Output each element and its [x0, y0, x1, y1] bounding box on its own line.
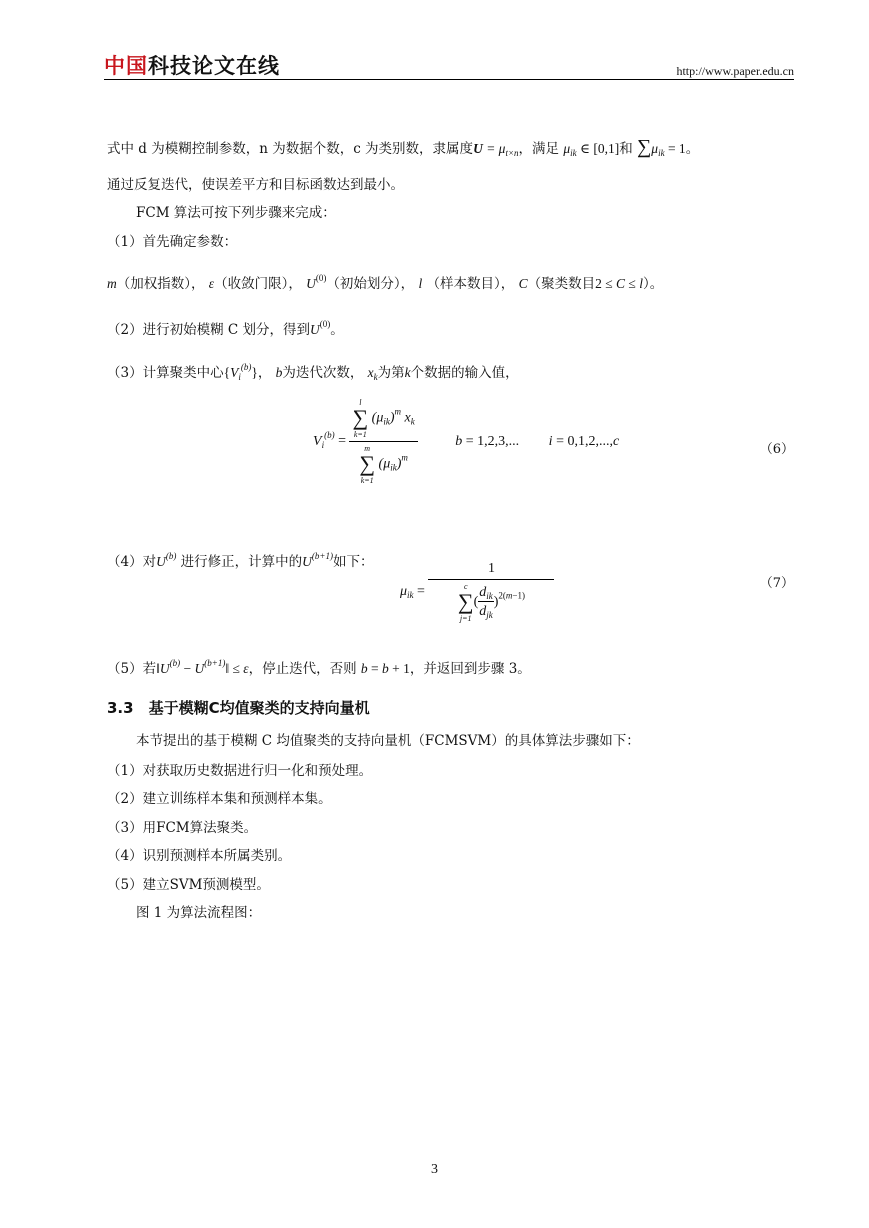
equation-7-number: （7） [759, 576, 794, 591]
algorithm-step: （2）建立训练样本集和预测样本集。 [107, 791, 332, 807]
algorithm-step: （1）对获取历史数据进行归一化和预处理。 [107, 763, 373, 779]
paragraph-membership: 式中 d 为模糊控制参数，n 为数据个数，c 为类别数，隶属度$U = \mu_{t\times n}$，满足 $\mu_{ik}$ ∈ [0,1]和 $\sum\mu_{ik} = 1$。 [107, 136, 700, 158]
header-rule [104, 79, 794, 80]
equation-6-number: （6） [759, 442, 794, 457]
paragraph-fcm-steps: FCM 算法可按下列步骤来完成： [136, 205, 336, 221]
algorithm-step: （4）识别预测样本所属类别。 [107, 848, 292, 864]
step-2: （2）进行初始模糊 C 划分，得到$U^{(0)}$。 [107, 319, 344, 338]
figure-reference: 图 1 为算法流程图： [136, 905, 262, 921]
algorithm-step: （3）用FCM算法聚类。 [107, 820, 258, 836]
step-1: （1）首先确定参数： [107, 234, 238, 250]
section-title: 3.3 基于模糊C均值聚类的支持向量机 [107, 699, 370, 717]
step-3: （3）计算聚类中心$\{V_i^{(b)}\}$， b为迭代次数， $x_k$为第k个数据的输入值， [107, 362, 519, 382]
equation-6: $V_i^{(b)}$ = l ∑ k=1 $(\mu_{ik})^m$ $x_k$ m ∑ k=1 $(\mu_{ik})^m$ b = 1,2,3,... i = 0,1,2,...,c [313, 398, 620, 485]
header-url: http://www.paper.edu.cn [676, 64, 794, 78]
algorithm-step: （5）建立SVM预测模型。 [107, 877, 270, 893]
step-4: （4）对$U^{(b)}$ 进行修正，计算中的$U^{(b+1)}$如下： [107, 551, 374, 570]
journal-logo: 中国科技论文在线 [104, 54, 280, 78]
section-intro: 本节提出的基于模糊 C 均值聚类的支持向量机（FCMSVM）的具体算法步骤如下： [136, 733, 640, 749]
page-number: 3 [431, 1162, 438, 1177]
parameter-list: m（加权指数）， ε（收敛门限）， $U^{(0)}$（初始划分）， l （样本数目）， C（聚类数目2 ≤ C ≤ l）。 [107, 273, 664, 292]
step-5: （5）若$‖U^{(b)}$ − $U^{(b+1)}‖ \le \varepsilon$，停止迭代，否则 b = b + 1，并返回到步骤 3。 [107, 658, 531, 677]
equation-7: $\mu_{ik}$ = 1 c ∑ j=1 ( $\frac{d_{ik}}{d_{jk}}$ )$^{2(m-1)}$ [400, 561, 554, 623]
paragraph-iteration: 通过反复迭代，使误差平方和目标函数达到最小。 [107, 177, 404, 193]
